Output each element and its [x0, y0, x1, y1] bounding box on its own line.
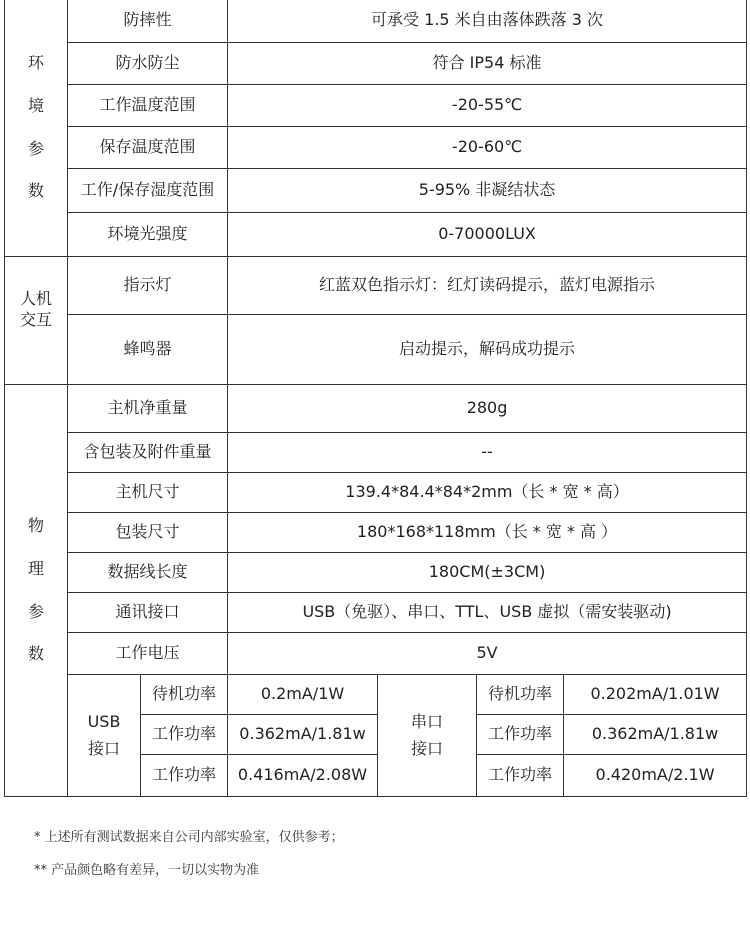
spec-label: 含包装及附件重量 — [68, 433, 228, 473]
table-row — [5, 257, 747, 315]
power-value: 0.202mA/1.01W — [564, 675, 747, 715]
spec-value: USB（免驱）、串口、TTL、USB 虚拟（需安装驱动) — [228, 593, 747, 633]
spec-label: 防摔性 — [68, 0, 228, 43]
spec-value: -20-55℃ — [228, 85, 747, 127]
spec-label: 工作电压 — [68, 633, 228, 675]
spec-label: 包装尺寸 — [68, 513, 228, 553]
spec-value: 180*168*118mm（长 * 宽 * 高 ） — [228, 513, 747, 553]
power-value: 0.420mA/2.1W — [564, 755, 747, 797]
power-mode: 工作功率 — [477, 755, 564, 797]
spec-label: 主机尺寸 — [68, 473, 228, 513]
spec-value: 5V — [228, 633, 747, 675]
spec-label: 环境光强度 — [68, 213, 228, 257]
category-environment: 环 境 参 数 — [5, 0, 68, 257]
table-row — [5, 553, 747, 593]
table-row — [5, 213, 747, 257]
spec-value: 5-95% 非凝结状态 — [228, 169, 747, 213]
power-mode: 工作功率 — [477, 715, 564, 755]
spec-label: 指示灯 — [68, 257, 228, 315]
table-row — [5, 473, 747, 513]
table-row — [5, 127, 747, 169]
spec-label: 工作温度范围 — [68, 85, 228, 127]
power-mode: 待机功率 — [141, 675, 228, 715]
table-row — [5, 513, 747, 553]
spec-value: 139.4*84.4*84*2mm（长 * 宽 * 高） — [228, 473, 747, 513]
spec-value: -- — [228, 433, 747, 473]
footnote: * 上述所有测试数据来自公司内部实验室，仅供参考； — [34, 830, 344, 845]
spec-value: -20-60℃ — [228, 127, 747, 169]
spec-value: 180CM(±3CM) — [228, 553, 747, 593]
power-mode: 待机功率 — [477, 675, 564, 715]
spec-table — [4, 0, 747, 797]
spec-value: 0-70000LUX — [228, 213, 747, 257]
usb-interface-label: USB 接口 — [68, 675, 141, 797]
table-row — [5, 385, 747, 433]
power-value: 0.362mA/1.81w — [228, 715, 378, 755]
spec-label: 通讯接口 — [68, 593, 228, 633]
table-row — [5, 169, 747, 213]
table-row — [5, 433, 747, 473]
table-row — [5, 0, 747, 43]
footnote: ** 产品颜色略有差异，一切以实物为准 — [34, 863, 260, 878]
table-row — [5, 675, 747, 715]
power-value: 0.362mA/1.81w — [564, 715, 747, 755]
serial-interface-label: 串口 接口 — [378, 675, 477, 797]
spec-label: 主机净重量 — [68, 385, 228, 433]
table-row — [5, 633, 747, 675]
table-row — [5, 593, 747, 633]
spec-label: 防水防尘 — [68, 43, 228, 85]
spec-value: 启动提示，解码成功提示 — [228, 315, 747, 385]
power-value: 0.2mA/1W — [228, 675, 378, 715]
table-row — [5, 315, 747, 385]
footnotes — [34, 826, 344, 892]
power-mode: 工作功率 — [141, 755, 228, 797]
table-row — [5, 43, 747, 85]
spec-label: 数据线长度 — [68, 553, 228, 593]
spec-value: 红蓝双色指示灯：红灯读码提示，蓝灯电源指示 — [228, 257, 747, 315]
power-value: 0.416mA/2.08W — [228, 755, 378, 797]
spec-label: 蜂鸣器 — [68, 315, 228, 385]
spec-value: 280g — [228, 385, 747, 433]
category-hmi: 人机 交互 — [5, 257, 68, 385]
spec-label: 工作/保存湿度范围 — [68, 169, 228, 213]
spec-value: 符合 IP54 标准 — [228, 43, 747, 85]
spec-label: 保存温度范围 — [68, 127, 228, 169]
category-physical: 物 理 参 数 — [5, 385, 68, 797]
table-row — [5, 85, 747, 127]
power-mode: 工作功率 — [141, 715, 228, 755]
spec-value: 可承受 1.5 米自由落体跌落 3 次 — [228, 0, 747, 43]
